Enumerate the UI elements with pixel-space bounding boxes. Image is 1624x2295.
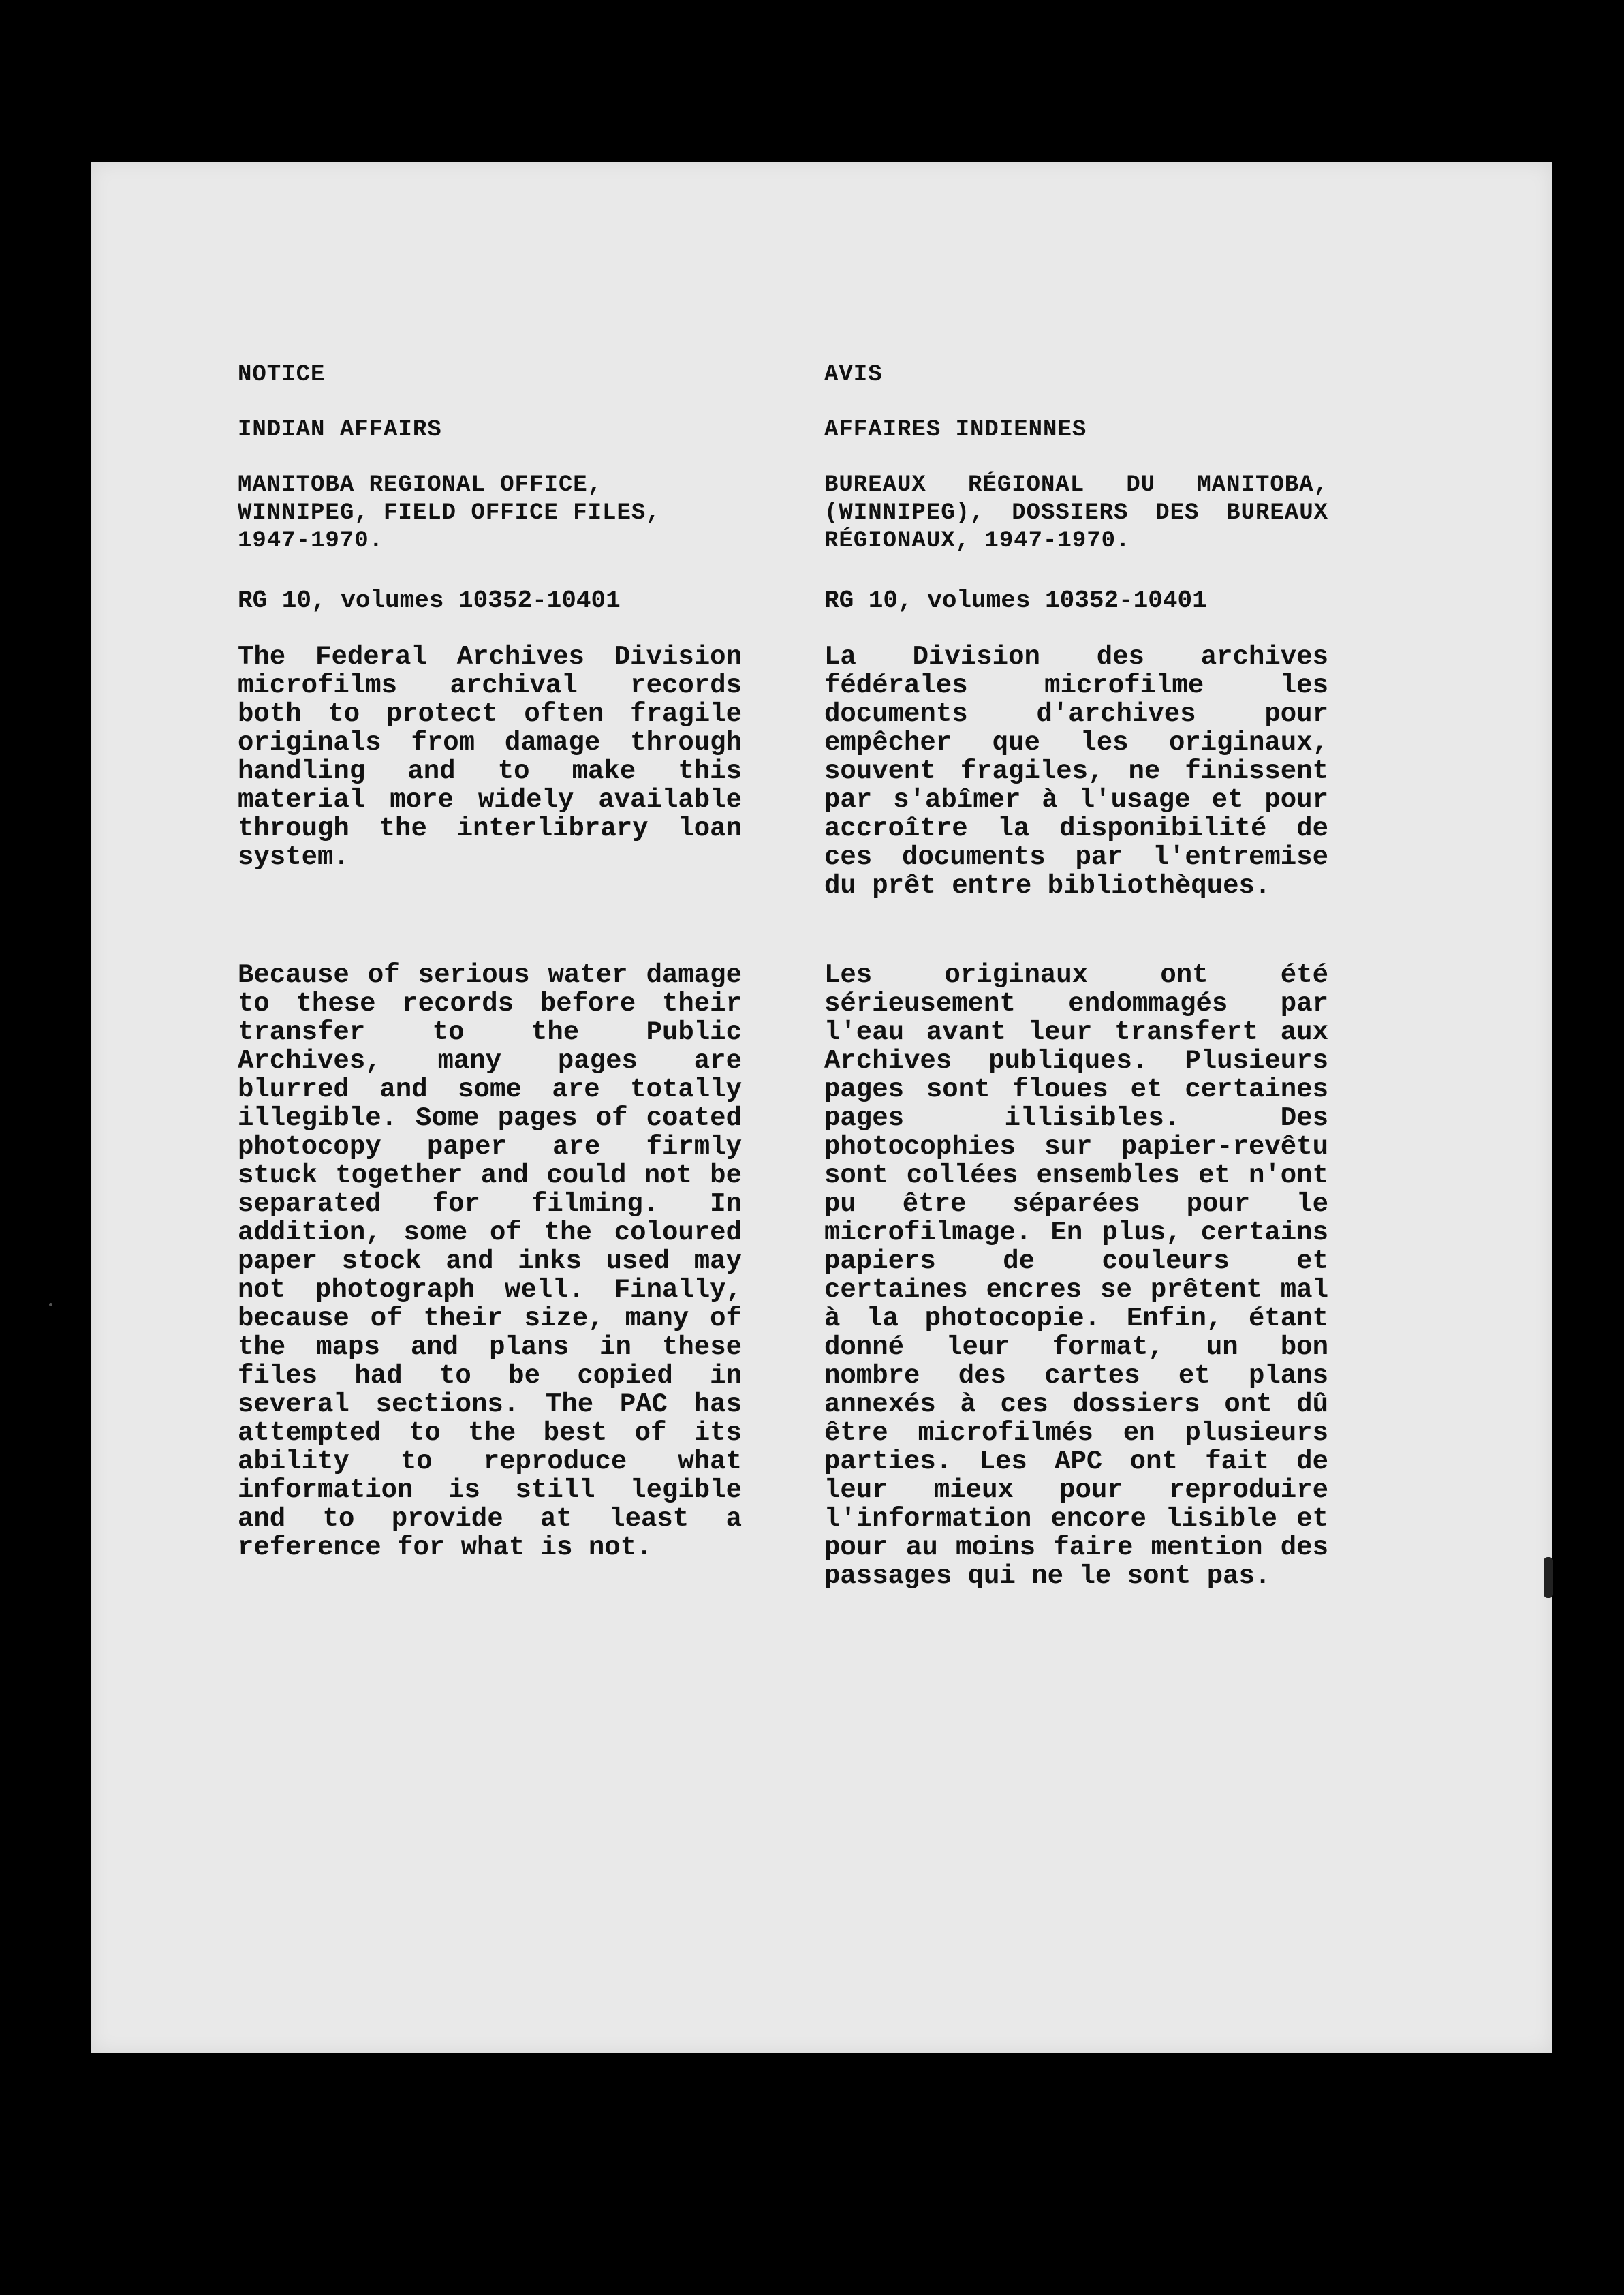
agency-heading: INDIAN AFFAIRS (238, 417, 442, 443)
film-speck (1544, 1557, 1553, 1598)
intro-paragraph-fr: La Division des archives fédérales microfilme les documents d'archives pour empêcher que les originaux, souvent fragiles, ne finissent par s'abîmer à l'usage et pour accroître la disponibilité de ces documents par l'entremise du prêt entre bibliothèques. (824, 642, 1328, 901)
office-heading: MANITOBA REGIONAL OFFICE, WINNIPEG, FIELD OFFICE FILES, 1947-1970. (238, 472, 661, 554)
intro-paragraph: The Federal Archives Division microfilms archival records both to protect often fragile originals from damage through handling and to make this material more widely available through the interlibrary loan system. (238, 642, 742, 872)
notice-heading: NOTICE (238, 362, 326, 388)
avis-heading: AVIS (824, 362, 883, 388)
record-group-reference-fr: RG 10, volumes 10352-10401 (824, 587, 1207, 615)
damage-paragraph-fr: Les originaux ont été sérieusement endommagés par l'eau avant leur transfert aux Archives publiques. Plusieurs pages sont floues et certaines pages illisibles. Des photocophies sur papier-revêtu sont collées ensembles et n'ont pu être séparées pour le microfilmage. En plus, certains papiers de couleurs et certaines encres se prêtent mal à la photocopie. Enfin, étant donné leur format, un bon nombre des cartes et plans annexés à ces dossiers ont dû être microfilmés en plusieurs parties. Les APC ont fait de leur mieux pour reproduire l'information encore lisible et pour au moins faire mention des passages qui ne le sont pas. (824, 960, 1328, 1591)
agency-heading-fr: AFFAIRES INDIENNES (824, 417, 1087, 443)
office-heading-fr: BUREAUX RÉGIONAL DU MANITOBA, (WINNIPEG), DOSSIERS DES BUREAUX RÉGIONAUX, 1947-1970. (824, 472, 1328, 554)
film-speck (49, 1303, 52, 1306)
record-group-reference: RG 10, volumes 10352-10401 (238, 587, 621, 615)
document-page (91, 162, 1552, 2053)
damage-paragraph: Because of serious water damage to these records before their transfer to the Public Archives, many pages are blurred and some are totally illegible. Some pages of coated photocopy paper are firmly stuck together and could not be separated for filming. In addition, some of the coloured paper stock and inks used may not photograph well. Finally, because of their size, many of the maps and plans in these files had to be copied in several sections. The PAC has attempted to the best of its ability to reproduce what information is still legible and to provide at least a reference for what is not. (238, 960, 742, 1562)
